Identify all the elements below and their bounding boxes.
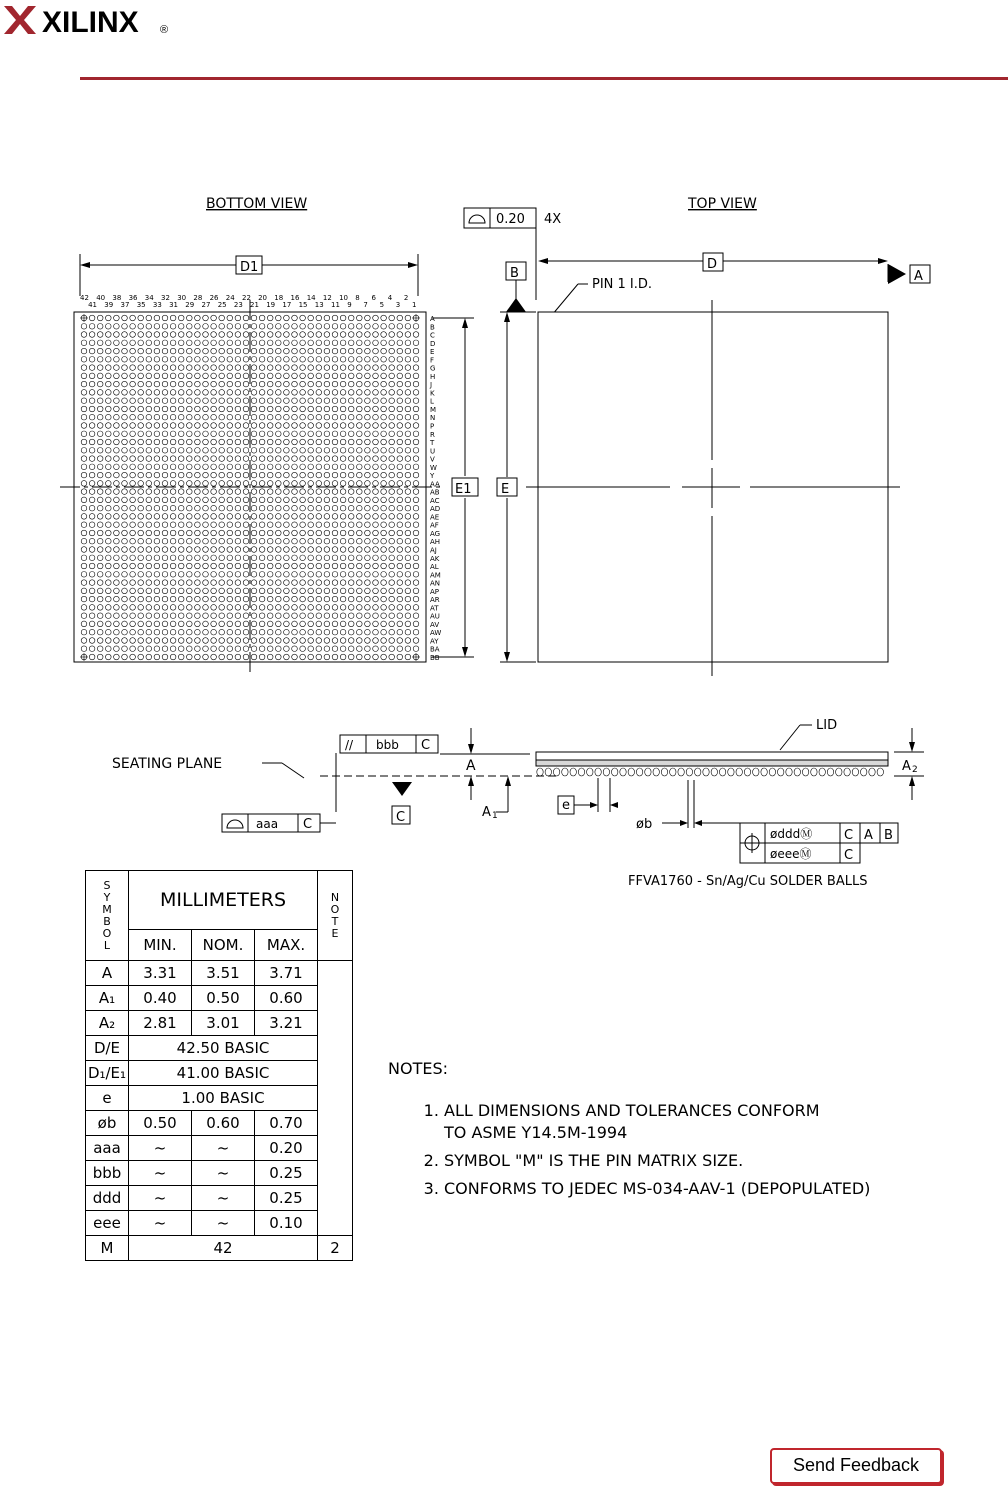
eee-tolerance: øeeeⓂ: [770, 847, 812, 861]
column-label: 22: [242, 294, 251, 302]
row-label: G: [430, 364, 436, 373]
row-labels: [429, 315, 441, 662]
nom-cell: ~: [192, 1136, 255, 1161]
table-row: [86, 1036, 353, 1061]
table-row: [86, 1086, 353, 1111]
dim-a1-sub: 1: [492, 811, 498, 821]
row-label: AP: [430, 587, 440, 596]
row-label: AJ: [430, 546, 437, 555]
row-label: AB: [430, 488, 440, 497]
min-cell: 0.40: [129, 986, 192, 1011]
bbb-tolerance: bbb: [376, 738, 399, 752]
solder-ball-side: [703, 768, 709, 776]
solder-ball-side: [778, 768, 784, 776]
row-label: C: [430, 331, 435, 340]
pin1-label: PIN 1 I.D.: [592, 277, 653, 292]
row-label: AN: [430, 579, 441, 588]
symbol-cell: eee: [86, 1211, 129, 1236]
datum-d1-label: D1: [240, 260, 259, 275]
solder-ball-side: [695, 768, 701, 776]
solder-ball-side: [844, 768, 850, 776]
solder-ball-side: [769, 768, 775, 776]
nom-cell: ~: [192, 1161, 255, 1186]
solder-ball-side: [811, 768, 817, 776]
nom-cell: ~: [192, 1186, 255, 1211]
max-cell: 0.20: [255, 1136, 318, 1161]
column-label: 28: [193, 294, 203, 302]
min-cell: ~: [129, 1186, 192, 1211]
row-label: AV: [430, 620, 440, 629]
table-row: [86, 961, 353, 986]
note-item: 2. SYMBOL "M" IS THE PIN MATRIX SIZE.: [444, 1150, 870, 1172]
notes-block: [388, 1058, 870, 1206]
min-cell: ~: [129, 1161, 192, 1186]
column-label: 19: [266, 301, 276, 309]
solder-ball-side: [686, 768, 692, 776]
table-row: [86, 1236, 353, 1261]
solder-ball-side: [836, 768, 842, 776]
solder-ball-side: [827, 768, 833, 776]
solder-ball-side: [761, 768, 767, 776]
solder-ball-side: [562, 768, 568, 776]
column-label: 39: [104, 301, 114, 309]
max-cell: 0.25: [255, 1161, 318, 1186]
row-label: R: [430, 430, 435, 439]
column-label: 1: [412, 301, 417, 309]
solder-ball-side: [537, 768, 543, 776]
column-label: 7: [363, 301, 368, 309]
dim-a1-label: A: [482, 805, 491, 820]
solder-ball-side: [786, 768, 792, 776]
column-label: 33: [152, 301, 162, 309]
column-label: 5: [379, 301, 385, 309]
row-label: AF: [430, 521, 439, 530]
symbol-cell: M: [86, 1236, 129, 1261]
row-label: AH: [430, 538, 441, 547]
column-label: 42: [80, 294, 89, 302]
notes-list: [388, 1100, 870, 1200]
datum-d-label: D: [707, 257, 718, 272]
max-cell: 3.21: [255, 1011, 318, 1036]
solder-ball-side: [628, 768, 634, 776]
nom-cell: ~: [192, 1211, 255, 1236]
solder-ball-side: [587, 768, 593, 776]
solder-ball-side: [636, 768, 642, 776]
note-cell-empty: [318, 961, 353, 1236]
datum-c-label: C: [396, 810, 406, 825]
solder-ball-side: [553, 768, 559, 776]
solder-ball-side: [645, 768, 651, 776]
symbol-cell: D₁/E₁: [86, 1061, 129, 1086]
max-cell: 0.60: [255, 986, 318, 1011]
min-cell: 3.31: [129, 961, 192, 986]
max-cell: 3.71: [255, 961, 318, 986]
datum-b-triangle-icon: [506, 298, 526, 312]
row-label: BA: [430, 645, 440, 654]
row-label: A: [430, 315, 435, 323]
table-row: [86, 1061, 353, 1086]
min-cell: ~: [129, 1136, 192, 1161]
table-row: [86, 1161, 353, 1186]
brand-name: XILINX: [42, 6, 139, 39]
row-label: AG: [430, 530, 441, 538]
column-label: 12: [322, 294, 332, 302]
row-label: W: [430, 463, 437, 472]
column-label: 30: [177, 294, 187, 302]
min-cell: ~: [129, 1211, 192, 1236]
row-label: V: [430, 455, 435, 464]
min-cell: 2.81: [129, 1011, 192, 1036]
column-label: 23: [233, 301, 243, 309]
datum-b-label: B: [510, 266, 519, 281]
table-row: [86, 1136, 353, 1161]
datum-c-ref: C: [421, 738, 431, 753]
solder-ball-side: [578, 768, 584, 776]
column-label: 9: [347, 301, 352, 309]
seating-plane-label: SEATING PLANE: [112, 756, 223, 772]
row-label: AL: [430, 563, 439, 571]
fcf-datum-b: B: [884, 828, 893, 843]
solder-ball-side: [670, 768, 676, 776]
flatness-count: 4X: [544, 212, 562, 227]
dim-a-label: A: [466, 758, 476, 774]
top-view-title: TOP VIEW: [688, 196, 757, 212]
column-label: 34: [144, 294, 154, 302]
column-label: 11: [331, 301, 340, 309]
row-label: B: [430, 323, 435, 332]
row-label: D: [430, 339, 436, 348]
solder-ball-side: [612, 768, 618, 776]
send-feedback-button[interactable]: Send Feedback: [770, 1448, 942, 1484]
solder-ball-side: [744, 768, 750, 776]
row-label: P: [430, 422, 435, 431]
dimensions-table: [85, 870, 353, 1261]
solder-ball-side: [595, 768, 601, 776]
row-label: AC: [430, 496, 440, 505]
nom-cell: 3.51: [192, 961, 255, 986]
row-label: AM: [430, 571, 441, 580]
column-label: 3: [395, 301, 401, 309]
max-cell: 0.25: [255, 1186, 318, 1211]
brand-reg: ®: [160, 24, 169, 36]
solder-ball-side: [620, 768, 626, 776]
dim-pitch-label: e: [562, 798, 570, 813]
row-label: AR: [430, 596, 440, 605]
solder-ball-side: [753, 768, 759, 776]
value-cell: 1.00 BASIC: [129, 1086, 318, 1111]
column-labels-odd: [88, 301, 416, 309]
dim-ball-dia-label: øb: [636, 817, 653, 832]
row-label: T: [430, 439, 435, 447]
aaa-tolerance: aaa: [256, 817, 279, 831]
symbol-cell: A₂: [86, 1011, 129, 1036]
bottom-view-title: BOTTOM VIEW: [206, 196, 308, 212]
solder-ball-side: [736, 768, 742, 776]
column-label: 27: [201, 301, 211, 309]
value-cell: 41.00 BASIC: [129, 1061, 318, 1086]
row-label: H: [430, 372, 436, 381]
row-label: M: [430, 406, 437, 414]
datum-e1-label: E1: [455, 482, 472, 497]
column-label: 20: [258, 294, 268, 302]
table-row: [86, 1211, 353, 1236]
table-row: [86, 1186, 353, 1211]
max-header: MAX.: [255, 930, 318, 961]
symbol-cell: A₁: [86, 986, 129, 1011]
datum-a-label: A: [914, 269, 923, 284]
solder-ball-side: [711, 768, 717, 776]
column-label: 31: [169, 301, 179, 309]
column-label: 17: [282, 301, 292, 309]
column-label: 2: [403, 294, 409, 302]
fcf-datum-c-2: C: [844, 848, 854, 863]
solder-ball-side: [719, 768, 725, 776]
column-label: 41: [88, 301, 98, 309]
datum-c-ref-2: C: [303, 817, 313, 832]
column-label: 15: [298, 301, 308, 309]
column-label: 10: [339, 294, 349, 302]
row-label: Y: [430, 472, 435, 481]
symbol-cell: øb: [86, 1111, 129, 1136]
symbol-cell: bbb: [86, 1161, 129, 1186]
package-lid: [536, 752, 888, 760]
column-label: 14: [306, 294, 316, 302]
solder-ball-side: [603, 768, 609, 776]
datum-c-triangle-icon: [392, 782, 412, 796]
nom-cell: 0.50: [192, 986, 255, 1011]
column-label: 16: [290, 294, 300, 302]
row-label: E: [430, 348, 435, 357]
column-label: 26: [209, 294, 219, 302]
row-label: F: [430, 356, 435, 365]
column-label: 18: [274, 294, 284, 302]
row-label: AA: [430, 480, 440, 489]
nom-cell: 0.60: [192, 1111, 255, 1136]
dim-a2-sub: 2: [912, 765, 918, 775]
symbol-cell: aaa: [86, 1136, 129, 1161]
min-cell: 0.50: [129, 1111, 192, 1136]
row-label: AW: [430, 629, 442, 638]
row-label: AT: [430, 604, 439, 613]
dim-a2-label: A: [902, 759, 911, 774]
column-label: 13: [314, 301, 324, 309]
min-header: MIN.: [129, 930, 192, 961]
symbol-cell: ddd: [86, 1186, 129, 1211]
row-label: U: [430, 447, 436, 456]
solder-ball-side: [877, 768, 883, 776]
unit-header: MILLIMETERS: [129, 871, 318, 930]
row-label: L: [430, 397, 434, 406]
note-item: 3. CONFORMS TO JEDEC MS-034-AAV-1 (DEPOPULATED): [444, 1178, 870, 1200]
solder-ball-side: [678, 768, 684, 776]
ddd-tolerance: ødddⓂ: [770, 827, 813, 841]
note-cell: 2: [318, 1236, 353, 1261]
solder-ball-side: [802, 768, 808, 776]
solder-ball-side: [570, 768, 576, 776]
package-substrate: [536, 760, 888, 766]
table-row: [86, 1111, 353, 1136]
value-cell: 42.50 BASIC: [129, 1036, 318, 1061]
column-label: 25: [217, 301, 227, 309]
fcf-datum-c: C: [844, 828, 854, 843]
solder-ball-side: [869, 768, 875, 776]
parallelism-icon: //: [345, 738, 354, 752]
column-label: 4: [387, 294, 393, 302]
note-header: N O T E: [318, 871, 353, 961]
column-label: 36: [128, 294, 138, 302]
notes-heading: NOTES:: [388, 1059, 448, 1078]
column-label: 38: [112, 294, 122, 302]
solder-ball-side: [794, 768, 800, 776]
column-label: 35: [136, 301, 146, 309]
solder-ball-side: [728, 768, 734, 776]
nom-cell: 3.01: [192, 1011, 255, 1036]
solder-ball-side: [653, 768, 659, 776]
column-label: 40: [96, 294, 106, 302]
column-label: 29: [185, 301, 195, 309]
datum-e-label: E: [501, 482, 510, 497]
row-label: AU: [430, 612, 440, 621]
column-label: 32: [161, 294, 170, 302]
table-row: [86, 1011, 353, 1036]
symbol-cell: D/E: [86, 1036, 129, 1061]
package-caption: FFVA1760 - Sn/Ag/Cu SOLDER BALLS: [628, 874, 868, 889]
note-item: 1. ALL DIMENSIONS AND TOLERANCES CONFORM TO ASME Y14.5M-1994: [444, 1100, 870, 1144]
row-label: BB: [430, 654, 440, 662]
solder-ball-side: [819, 768, 825, 776]
value-cell: 42: [129, 1236, 318, 1261]
row-label: AD: [430, 505, 441, 514]
column-label: 6: [371, 294, 376, 302]
row-label: AY: [430, 637, 439, 646]
column-label: 8: [355, 294, 360, 302]
solder-ball-side: [861, 768, 867, 776]
max-cell: 0.70: [255, 1111, 318, 1136]
row-label: AK: [430, 554, 440, 563]
solder-balls-side: [537, 768, 884, 776]
row-label: N: [430, 414, 436, 423]
nom-header: NOM.: [192, 930, 255, 961]
table-row: [86, 986, 353, 1011]
lid-label: LID: [816, 718, 838, 733]
fcf-datum-a: A: [864, 828, 873, 843]
symbol-cell: e: [86, 1086, 129, 1111]
row-label: K: [430, 389, 435, 398]
column-label: 37: [120, 301, 130, 309]
solder-ball-side: [852, 768, 858, 776]
datum-a-triangle-icon: [888, 264, 906, 284]
solder-ball-side: [545, 768, 551, 776]
row-label: J: [430, 381, 433, 390]
symbol-cell: A: [86, 961, 129, 986]
row-label: AE: [430, 513, 440, 522]
column-label: 24: [225, 294, 235, 302]
flatness-tolerance: 0.20: [496, 212, 525, 227]
symbol-header: S Y M B O L: [86, 871, 129, 961]
max-cell: 0.10: [255, 1211, 318, 1236]
column-label: 21: [250, 301, 259, 309]
solder-ball-side: [661, 768, 667, 776]
